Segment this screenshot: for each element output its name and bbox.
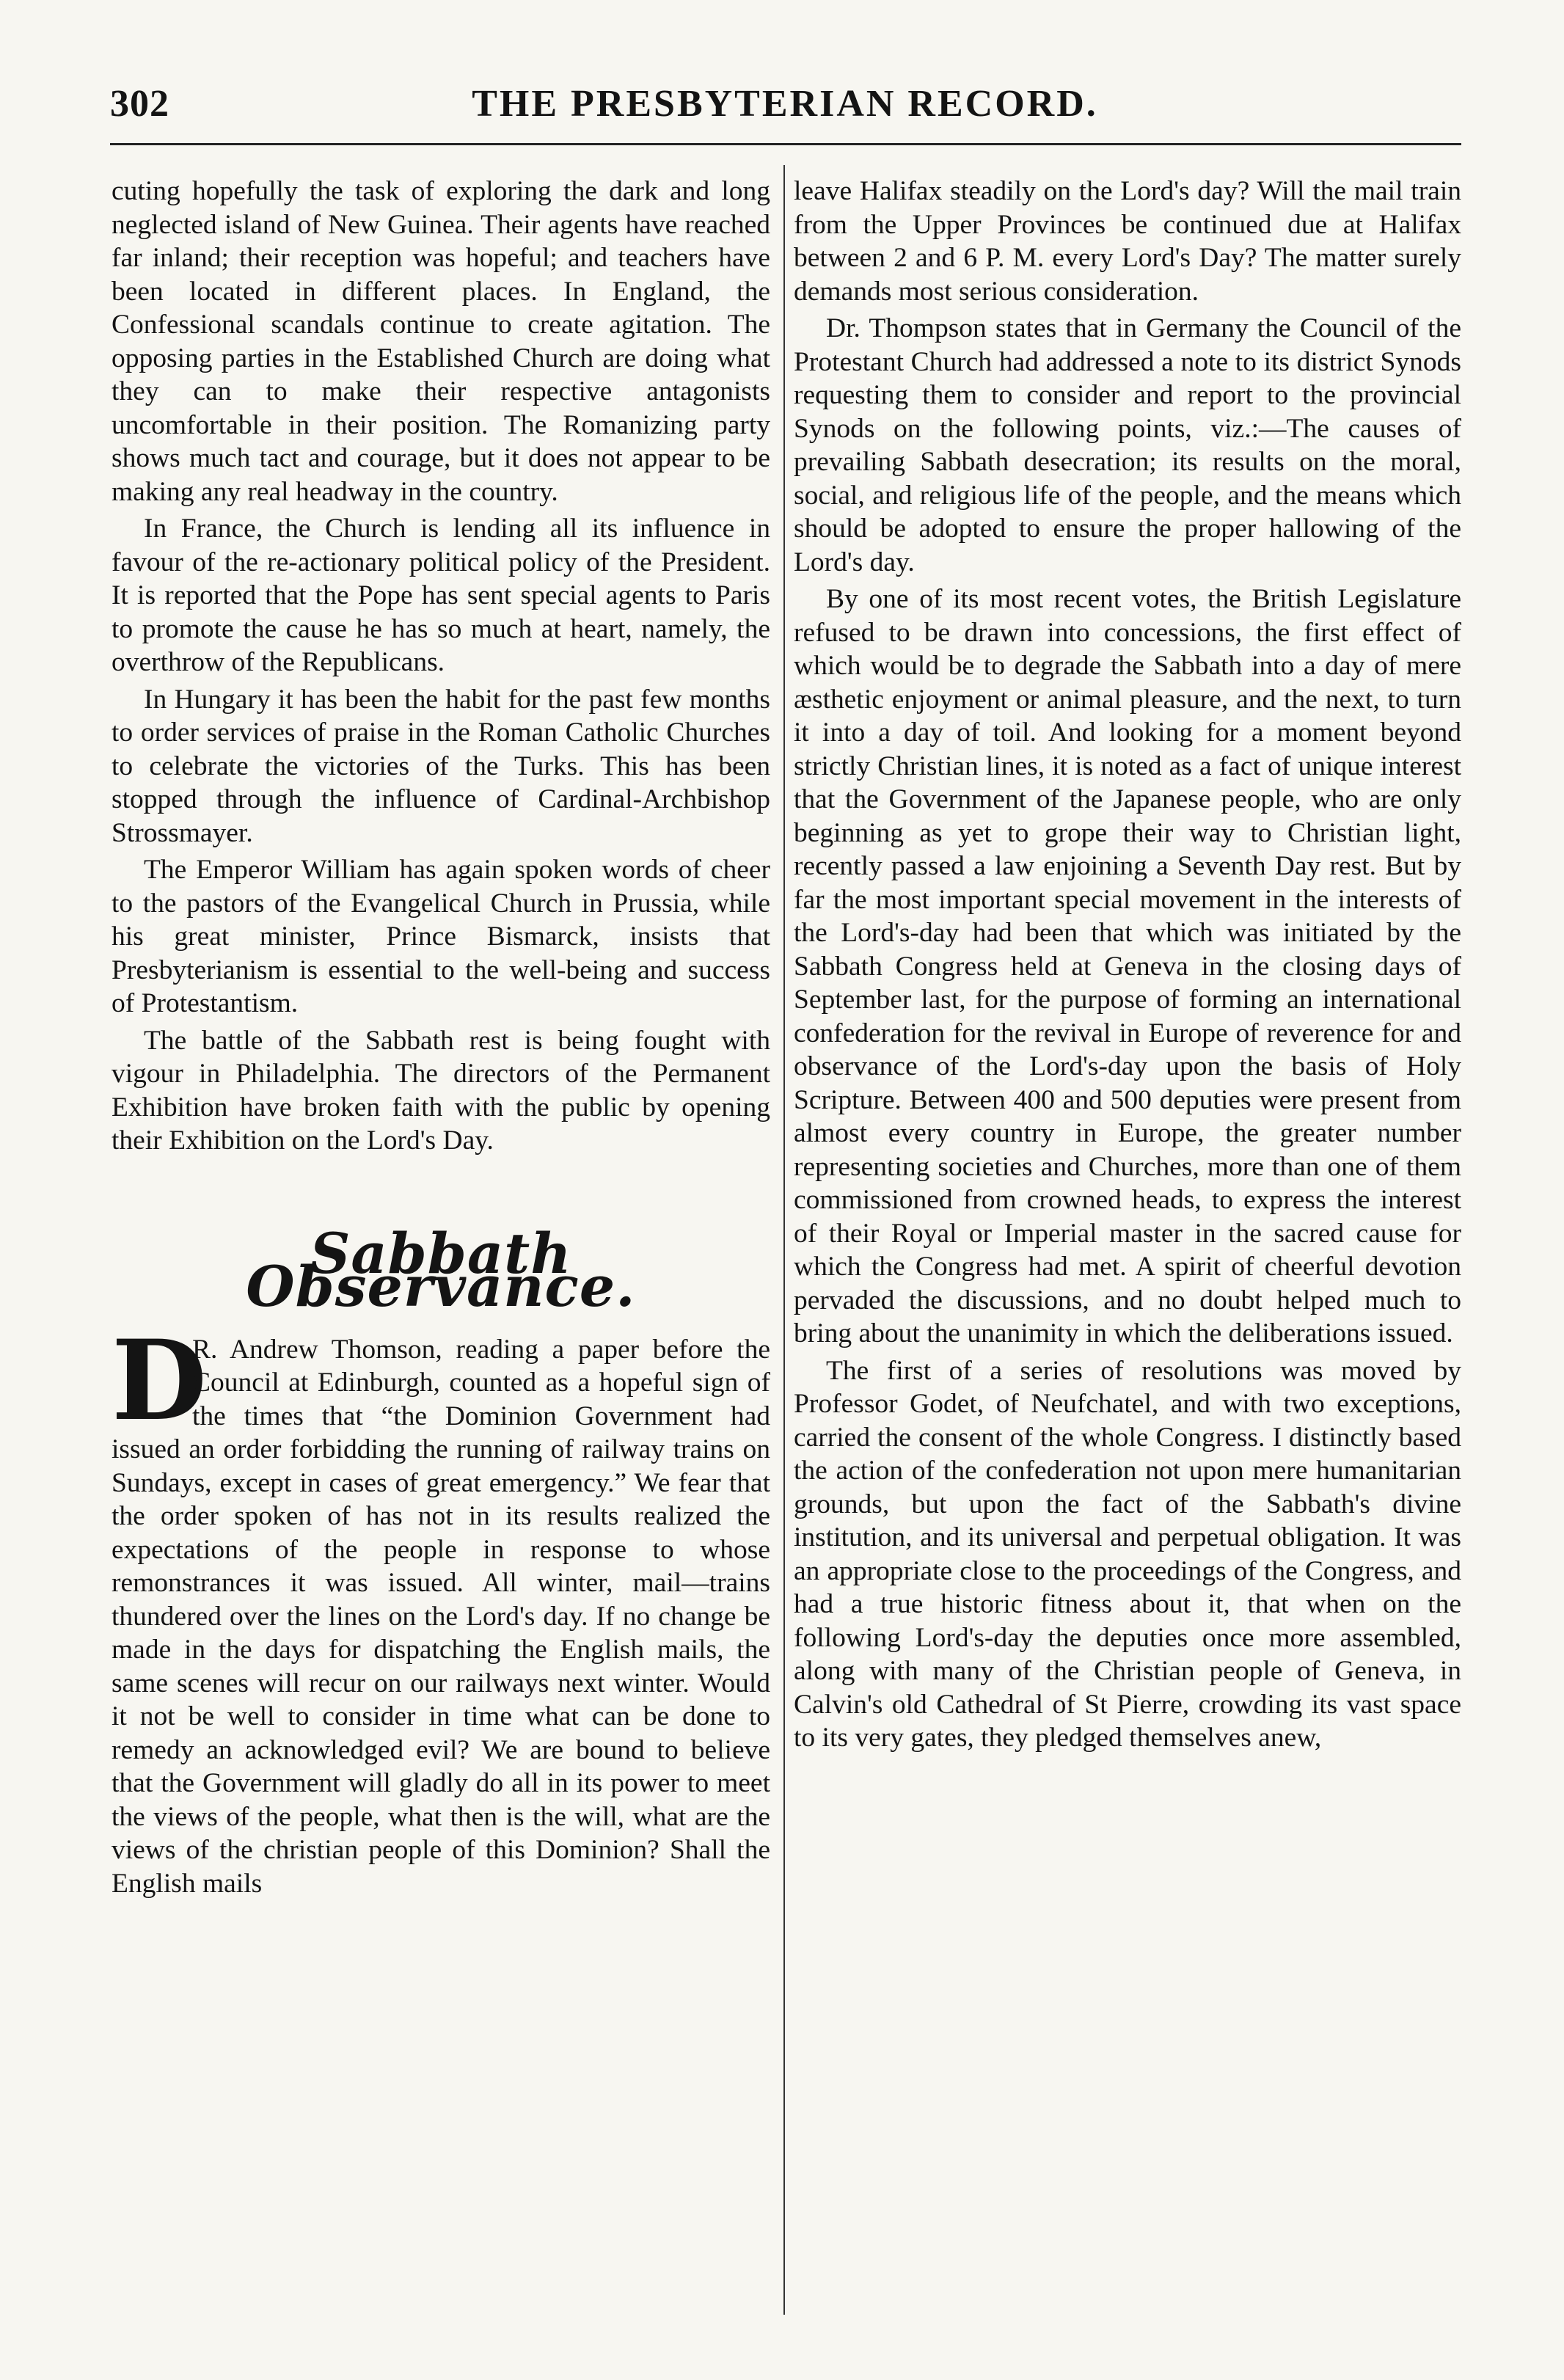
running-title: THE PRESBYTERIAN RECORD.: [472, 83, 1098, 125]
page-header: [110, 82, 1460, 134]
paragraph: The battle of the Sabbath rest is being fought with vigour in Philadelphia. The directors of the Permanent Exhibition have broken faith with the public by opening their Exhibition on the Lord's Day.: [112, 1025, 770, 1156]
paragraph: The Emperor William has again spoken words of cheer to the pastors of the Evangelical Church in Prussia, while his great minister, Prince Bismarck, insists that Presbyterianism is essential to the well-being and success of Protestantism.: [112, 855, 770, 1018]
paragraph: In Hungary it has been the habit for the past few months to order services of praise in the Roman Catholic Churches to celebrate the victories of the Turks. This has been stopped through the influence of Cardinal-Archbishop Strossmayer.: [112, 684, 770, 848]
section-title: Sabbath Observance.: [246, 1220, 636, 1319]
paragraph: In France, the Church is lending all its influence in favour of the re-actionary political policy of the President. It is reported that the Pope has sent special agents to Paris to promote the cause he has so much at heart, namely, the overthrow of the Republicans.: [112, 514, 770, 677]
sabbath-paragraph-text: R. Andrew Thomson, reading a paper before the Council at Edinburgh, counted as a hopeful sign of the times that “the Dominion Government had issued an order forbidding the running of railway trains on Sundays, except in cases of great emergency.” We fear that the order spoken of has not in its results realized the expectations of the people in response to whose remonstrances it was issued. All winter, mail—trains thundered over the lines on the Lord's day. If no change be made in the days for dispatching the English mails, the same scenes will recur on our railways next winter. Would it not be well to consider in time what can be done to remedy an acknowledged evil? We are bound to believe that the Government will gladly do all in its power to meet the views of the people, what then is the will, what are the views of the christian people of this Dominion? Shall the English mails: [112, 1334, 770, 1899]
paragraph: Dr. Thompson states that in Germany the Council of the Protestant Church had addressed a note to its district Synods requesting them to consider and report to the provincial Synods on the following points, viz.:—The causes of prevailing Sabbath desecration; its results on the moral, social, and religious life of the people, and the means which should be adopted to ensure the proper hallowing of the Lord's day.: [794, 313, 1461, 577]
page-number: 302: [110, 83, 169, 125]
paragraph: leave Halifax steadily on the Lord's day? Will the mail train from the Upper Provinces be continued due at Halifax between 2 and 6 P. M. every Lord's Day? The matter surely demands most serious consideration.: [794, 176, 1461, 307]
paragraph: cuting hopefully the task of exploring the dark and long neglected island of New Guinea. Their agents have reached far inland; their reception was hopeful; and teachers have been located in different places. In England, the Confessional scandals continue to create agitation. The opposing parties in the Established Church are doing what they can to make their respective antagonists uncomfortable in their position. The Romanizing party shows much tact and courage, but it does not appear to be making any real headway in the country.: [112, 176, 770, 507]
right-column: [794, 175, 1461, 1755]
drop-cap: D: [112, 1315, 208, 1445]
header-rule: [110, 143, 1461, 145]
paragraph: The first of a series of resolutions was moved by Professor Godet, of Neufchatel, and with two exceptions, carried the consent of the whole Congress. I distinctly based the action of the confederation not upon mere humanitarian grounds, but upon the fact of the Sabbath's divine institution, and its universal and perpetual obligation. It was an appropriate close to the proceedings of the Congress, and had a true historic fitness about it, that when on the following Lord's-day the deputies once more assembled, along with many of the Christian people of Geneva, in Calvin's old Cathedral of St Pierre, crowding its vast space to its very gates, they pledged themselves anew,: [794, 1355, 1461, 1753]
sabbath-paragraph: [112, 1315, 770, 1901]
left-column: [112, 175, 770, 1900]
column-divider: [783, 165, 785, 2315]
paragraph: By one of its most recent votes, the British Legislature refused to be drawn into concessions, the first effect of which would be to degrade the Sabbath into a day of mere æsthetic enjoyment or animal pleasure, and the next, to turn it into a day of toil. And looking for a moment beyond strictly Christian lines, it is noted as a fact of unique interest that the Government of the Japanese people, who are only beginning as yet to grope their way to Christian light, recently passed a law enjoining a Seventh Day rest. But by far the most important special movement in the interests of the Lord's-day had been that which was initiated by the Sabbath Congress held at Geneva in the closing days of September last, for the purpose of forming an international confederation for the revival in Europe of reverence for and observance of the Lord's-day upon the basis of Holy Scripture. Between 400 and 500 deputies were present from almost every country in Europe, the greater number representing societies and Churches, more than one of them commissioned from crowned heads, to express the interest of their Royal or Imperial master in the sacred cause for which the Congress had met. A spirit of cheerful devotion pervaded the discussions, and no doubt helped much to bring about the unanimity in which the deliberations issued.: [794, 584, 1461, 1348]
